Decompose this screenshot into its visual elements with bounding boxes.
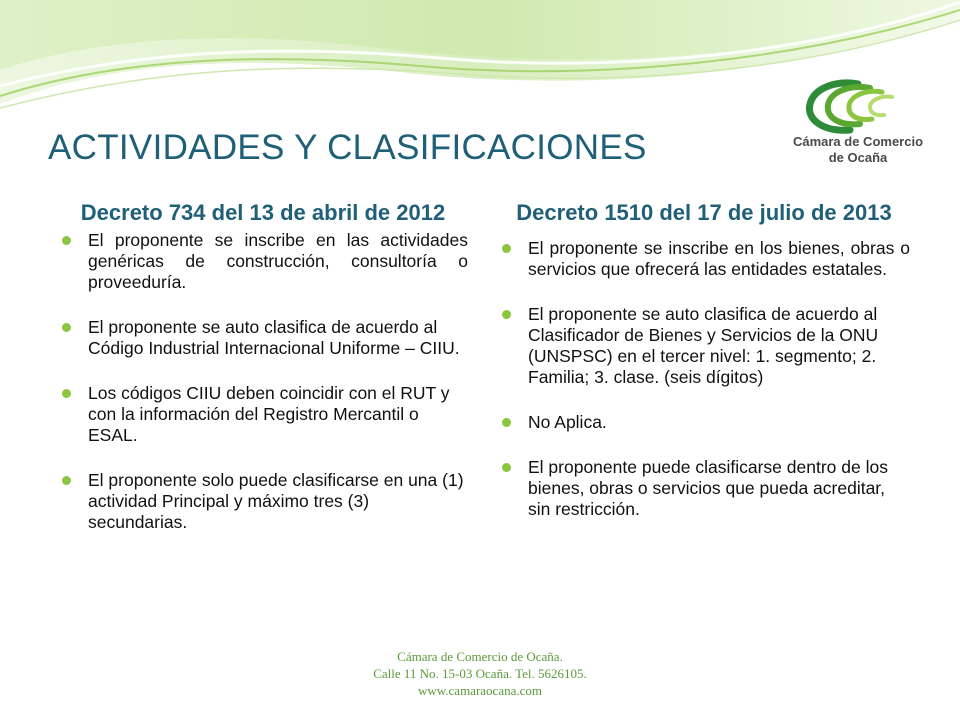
list-item (58, 317, 468, 359)
bullet-text: El proponente se inscribe en los bienes, obras o servicios que ofrecerá las entidades estatales. (528, 238, 910, 279)
bullet-text: El proponente solo puede clasificarse en una (1) actividad Principal y máximo tres (3) secundarias. (88, 470, 464, 532)
bullet-text: No Aplica. (528, 412, 607, 432)
list-item (498, 304, 910, 388)
bullet-dot-icon (62, 323, 71, 332)
list-item (498, 457, 910, 520)
left-heading: Decreto 734 del 13 de abril de 2012 (80, 200, 446, 225)
left-bullet-list (58, 230, 468, 533)
bullet-dot-icon (502, 418, 511, 427)
bullet-dot-icon (62, 236, 71, 245)
list-item (58, 470, 468, 533)
bullet-text: El proponente se inscribe en las actividades genéricas de construcción, consultoría o proveeduría. (88, 230, 468, 292)
list-item (498, 412, 910, 433)
bullet-text: El proponente se auto clasifica de acuerdo al Clasificador de Bienes y Servicios de la ONU (UNSPSC) en el tercer nivel: 1. segmento; 2. Familia; 3. clase. (seis dígitos) (528, 304, 879, 387)
bullet-dot-icon (502, 463, 511, 472)
slide-title: ACTIVIDADES Y CLASIFICACIONES (48, 128, 647, 167)
list-item (58, 383, 468, 446)
bullet-dot-icon (62, 476, 71, 485)
footer-organization: Cámara de Comercio de Ocaña. (397, 649, 563, 664)
bullet-dot-icon (502, 310, 511, 319)
footer (280, 648, 680, 699)
logo-rings-icon (800, 78, 900, 134)
right-column (498, 198, 910, 520)
bullet-dot-icon (502, 244, 511, 253)
bullet-text: El proponente se auto clasifica de acuerdo al Código Industrial Internacional Uniforme – CIIU. (88, 317, 460, 358)
list-item (498, 238, 910, 280)
right-heading: Decreto 1510 del 17 de julio de 2013 (516, 200, 892, 225)
list-item (58, 230, 468, 293)
bullet-text: El proponente puede clasificarse dentro de los bienes, obras o servicios que pueda acreditar, sin restricción. (528, 457, 888, 519)
right-bullet-list (498, 238, 910, 520)
logo-line2: de Ocaña (828, 150, 888, 165)
footer-website-link[interactable]: www.camaraocana.com (417, 683, 543, 698)
logo-text (778, 134, 938, 166)
bullet-text: Los códigos CIIU deben coincidir con el RUT y con la información del Registro Mercantil o ESAL. (88, 383, 450, 445)
left-column (58, 198, 468, 533)
logo (778, 78, 938, 178)
logo-line1: Cámara de Comercio (792, 134, 924, 149)
bullet-dot-icon (62, 389, 71, 398)
footer-address: Calle 11 No. 15-03 Ocaña. Tel. 5626105. (373, 666, 587, 681)
